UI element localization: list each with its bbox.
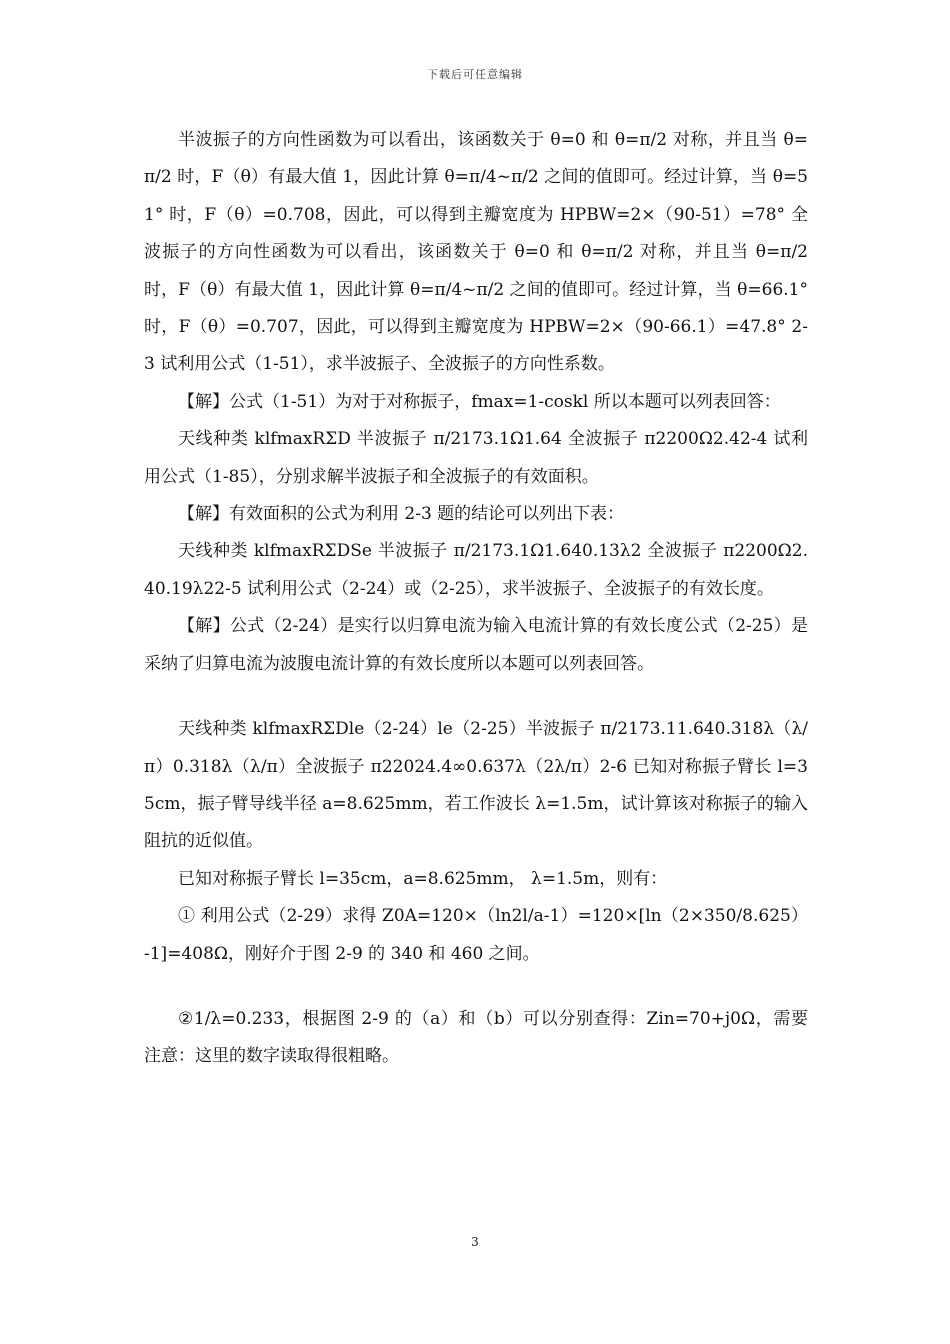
paragraph-directivity-function: 半波振子的方向性函数为可以看出，该函数关于 θ=0 和 θ=π/2 对称，并且当 θ=π/2 时，F（θ）有最大值 1，因此计算 θ=π/4~π/2 之间的值即可。经过计算，当 θ=51° 时，F（θ）=0.708，因此，可以得到主瓣宽度为 HPBW=2×（90-51）=78° 全波振子的方向性函数为可以看出，该函数关于 θ=0 和 θ=π/2 对称，并且当 θ=π/2 时，F（θ）有最大值 1，因此计算 θ=π/4~π/2 之间的值即可。经过计算，当 θ=66.1° 时，F（θ）=0.707，因此，可以得到主瓣宽度为 HPBW=2×（90-66.1）=47.8° 2-3 试利用公式（1-51），求半波振子、全波振子的方向性系数。 <box>144 130 808 375</box>
paragraph-solution-1-51: 【解】公式（1-51）为对于对称振子，fmax=1-coskl 所以本题可以列表回答： <box>178 391 781 412</box>
paragraph-solution-effective-length: 【解】公式（2-24）是实行以归算电流为输入电流计算的有效长度公式（2-25）是采纳了归算电流为波腹电流计算的有效长度所以本题可以列表回答。 <box>144 616 808 674</box>
paragraph-solution-effective-area: 【解】有效面积的公式为利用 2-3 题的结论可以列出下表： <box>178 504 625 525</box>
page-header: 下载后可任意编辑 <box>427 68 523 81</box>
paragraph-given-values: 已知对称振子臂长 l=35cm，a=8.625mm， λ=1.5m，则有： <box>178 868 668 889</box>
paragraph-table-directivity: 天线种类 klfmaxRΣD 半波振子 π/2173.1Ω1.64 全波振子 π2200Ω2.42-4 试利用公式（1-85），分别求解半波振子和全波振子的有效面积。 <box>144 429 808 487</box>
paragraph-table-effective-area: 天线种类 klfmaxRΣDSe 半波振子 π/2173.1Ω1.640.13λ2 全波振子 π2200Ω2.40.19λ22-5 试利用公式（2-24）或（2-25），求半波振子、全波振子的有效长度。 <box>144 541 808 599</box>
paragraph-step-1: ① 利用公式（2-29）求得 Z0A=120×（ln2l/a-1）=120×[ln（2×350/8.625）-1]=408Ω，刚好介于图 2-9 的 340 和 460 之间。 <box>144 906 808 964</box>
page-number: 3 <box>471 1235 479 1249</box>
document-body <box>144 122 808 1076</box>
paragraph-table-effective-length: 天线种类 klfmaxRΣDle（2-24）le（2-25）半波振子 π/2173.11.640.318λ（λ/π）0.318λ（λ/π）全波振子 π22024.4∞0.637λ（2λ/π）2-6 已知对称振子臂长 l=35cm，振子臂导线半径 a=8.625mm，若工作波长 λ=1.5m，试计算该对称振子的输入阻抗的近似值。 <box>144 719 808 852</box>
paragraph-step-2: ②1/λ=0.233，根据图 2-9 的（a）和（b）可以分别查得：Zin=70+j0Ω，需要注意：这里的数字读取得很粗略。 <box>144 1008 808 1067</box>
